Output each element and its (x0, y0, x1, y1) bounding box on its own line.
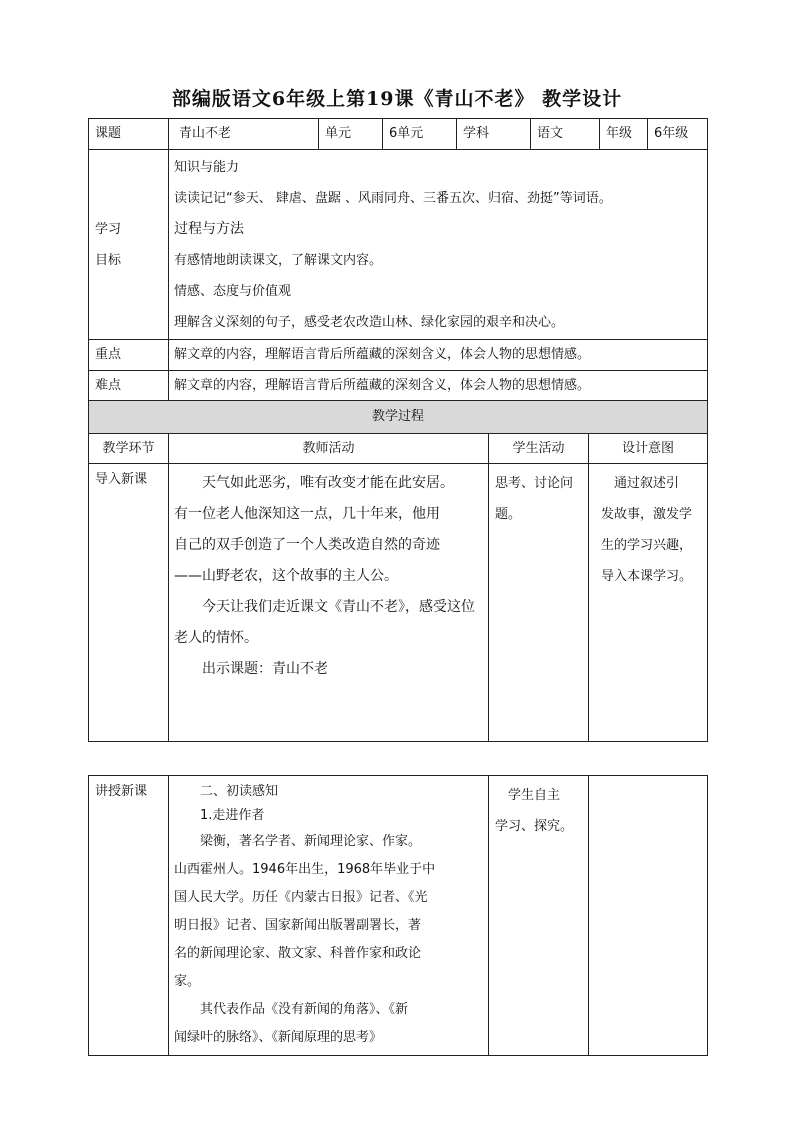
unit-label: 单元 (319, 119, 383, 150)
lecture-student-activity (489, 776, 589, 1056)
key-point-text: 解文章的内容，理解语言背后所蕴藏的深刻含义，体会人物的思想情感。 (169, 340, 708, 371)
intro-teacher-activity (169, 464, 489, 742)
column-header-student: 学生活动 (489, 434, 589, 464)
difficulty-text: 解文章的内容，理解语言背后所蕴藏的深刻含义，体会人物的思想情感。 (169, 371, 708, 401)
teacher-line: 有一位老人他深知这一点，几十年来，他用 (174, 506, 440, 522)
subject-label: 课题 (89, 119, 169, 150)
teacher-line: 梁衡，著名学者、新闻理论家、作家。 (174, 834, 422, 849)
design-line: 生的学习兴趣， (601, 538, 693, 553)
grade-label: 年级 (600, 119, 648, 150)
objectives-label-line-2: 目标 (95, 252, 122, 268)
lesson-plan-table (88, 118, 708, 401)
unit-value: 6单元 (383, 119, 457, 150)
intro-row (89, 464, 708, 742)
teacher-line: ——山野老农，这个故事的主人公。 (174, 568, 398, 584)
lecture-table (88, 775, 708, 1056)
document-title: 部编版语文6年级上第19课《青山不老》 教学设计 (171, 88, 623, 110)
intro-stage: 导入新课 (89, 464, 169, 742)
objective-line: 知识与能力 (174, 160, 240, 175)
teacher-line: 明日报》记者、国家新闻出版署副署长，著 (174, 918, 422, 933)
objective-line: 读读记记“参天、 肆虐、盘踞 、风雨同舟、三番五次、归宿、劲挺”等词语。 (174, 191, 612, 206)
column-header-teacher: 教师活动 (169, 434, 489, 464)
discipline-label: 学科 (457, 119, 531, 150)
teacher-line: 出示课题：青山不老 (174, 661, 328, 677)
teacher-line: 国人民大学。历任《内蒙古日报》记者、《光 (174, 890, 428, 905)
process-columns-row (89, 434, 708, 464)
lecture-row (89, 776, 708, 1056)
teacher-line: 名的新闻理论家、散文家、科普作家和政论 (174, 946, 422, 961)
header-row (89, 119, 708, 150)
difficulty-label: 难点 (89, 371, 169, 401)
objectives-content (169, 150, 708, 340)
grade-value: 6年级 (648, 119, 708, 150)
student-line: 题。 (495, 507, 522, 522)
subject-value: 青山不老 (169, 119, 319, 150)
design-line: 通过叙述引 (601, 476, 680, 491)
teacher-line: 家。 (174, 974, 201, 989)
teacher-line: 天气如此恶劣，唯有改变才能在此安居。 (174, 475, 454, 491)
student-line: 学习、探究。 (495, 819, 574, 834)
objective-line: 有感情地朗读课文，了解课文内容。 (174, 253, 383, 268)
teacher-line: 闻绿叶的脉络》、《新闻原理的思考》 (174, 1030, 383, 1045)
difficulty-row (89, 371, 708, 401)
process-table (88, 400, 708, 742)
column-header-stage: 教学环节 (89, 434, 169, 464)
design-line: 发故事，激发学 (601, 507, 693, 522)
design-line: 导入本课学习。 (601, 569, 693, 584)
lecture-teacher-activity (169, 776, 489, 1056)
objective-line: 过程与方法 (174, 221, 244, 237)
teacher-line: 今天让我们走近课文《青山不老》，感受这位 (174, 599, 475, 615)
key-point-row (89, 340, 708, 371)
teacher-line: 山西霍州人。1946年出生，1968年毕业于中 (174, 862, 436, 877)
intro-student-activity (489, 464, 589, 742)
objective-line: 理解含义深刻的句子，感受老农改造山林、绿化家园的艰辛和决心。 (174, 315, 565, 330)
discipline-value: 语文 (531, 119, 600, 150)
teacher-line: 1.走进作者 (174, 808, 265, 823)
process-heading: 教学过程 (89, 401, 708, 434)
column-header-design: 设计意图 (589, 434, 708, 464)
objectives-label (89, 150, 169, 340)
objectives-row (89, 150, 708, 340)
student-line: 思考、讨论问 (495, 476, 574, 491)
key-point-label: 重点 (89, 340, 169, 371)
objectives-label-line-1: 学习 (95, 221, 122, 237)
teacher-line: 二、初读感知 (174, 784, 279, 799)
lecture-design-intent (589, 776, 708, 1056)
student-line: 学生自主 (495, 788, 561, 803)
teacher-line: 其代表作品《没有新闻的角落》、《新 (174, 1002, 409, 1017)
process-heading-row (89, 401, 708, 434)
teacher-line: 自己的双手创造了一个人类改造自然的奇迹 (174, 537, 440, 553)
intro-design-intent (589, 464, 708, 742)
objective-line: 情感、态度与价值观 (174, 284, 292, 299)
teacher-line: 老人的情怀。 (174, 630, 258, 646)
lecture-stage: 讲授新课 (89, 776, 169, 1056)
